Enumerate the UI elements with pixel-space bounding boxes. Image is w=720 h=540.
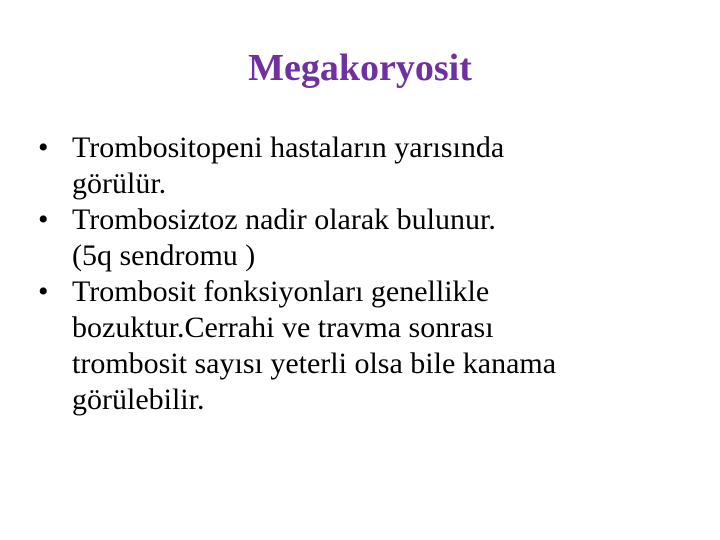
bullet-line: • Trombosit fonksiyonları genellikle <box>72 275 490 308</box>
bullet-item <box>46 130 686 202</box>
bullet-line: bozuktur.Cerrahi ve travma sonrası <box>72 311 494 344</box>
bullet-item <box>46 202 686 274</box>
bullet-line: görülür. <box>72 167 167 200</box>
bullet-line: • Trombosiztoz nadir olarak bulunur. <box>72 203 496 236</box>
bullet-line: görülebilir. <box>72 383 205 416</box>
bullet-line: • Trombositopeni hastaların yarısında <box>72 131 505 164</box>
bullet-list <box>46 130 686 418</box>
slide-title: Megakoryosit <box>248 47 472 89</box>
bullet-item <box>46 274 686 418</box>
bullet-line: trombosit sayısı yeterli olsa bile kanama <box>72 347 557 380</box>
bullet-line: (5q sendromu ) <box>72 239 256 272</box>
